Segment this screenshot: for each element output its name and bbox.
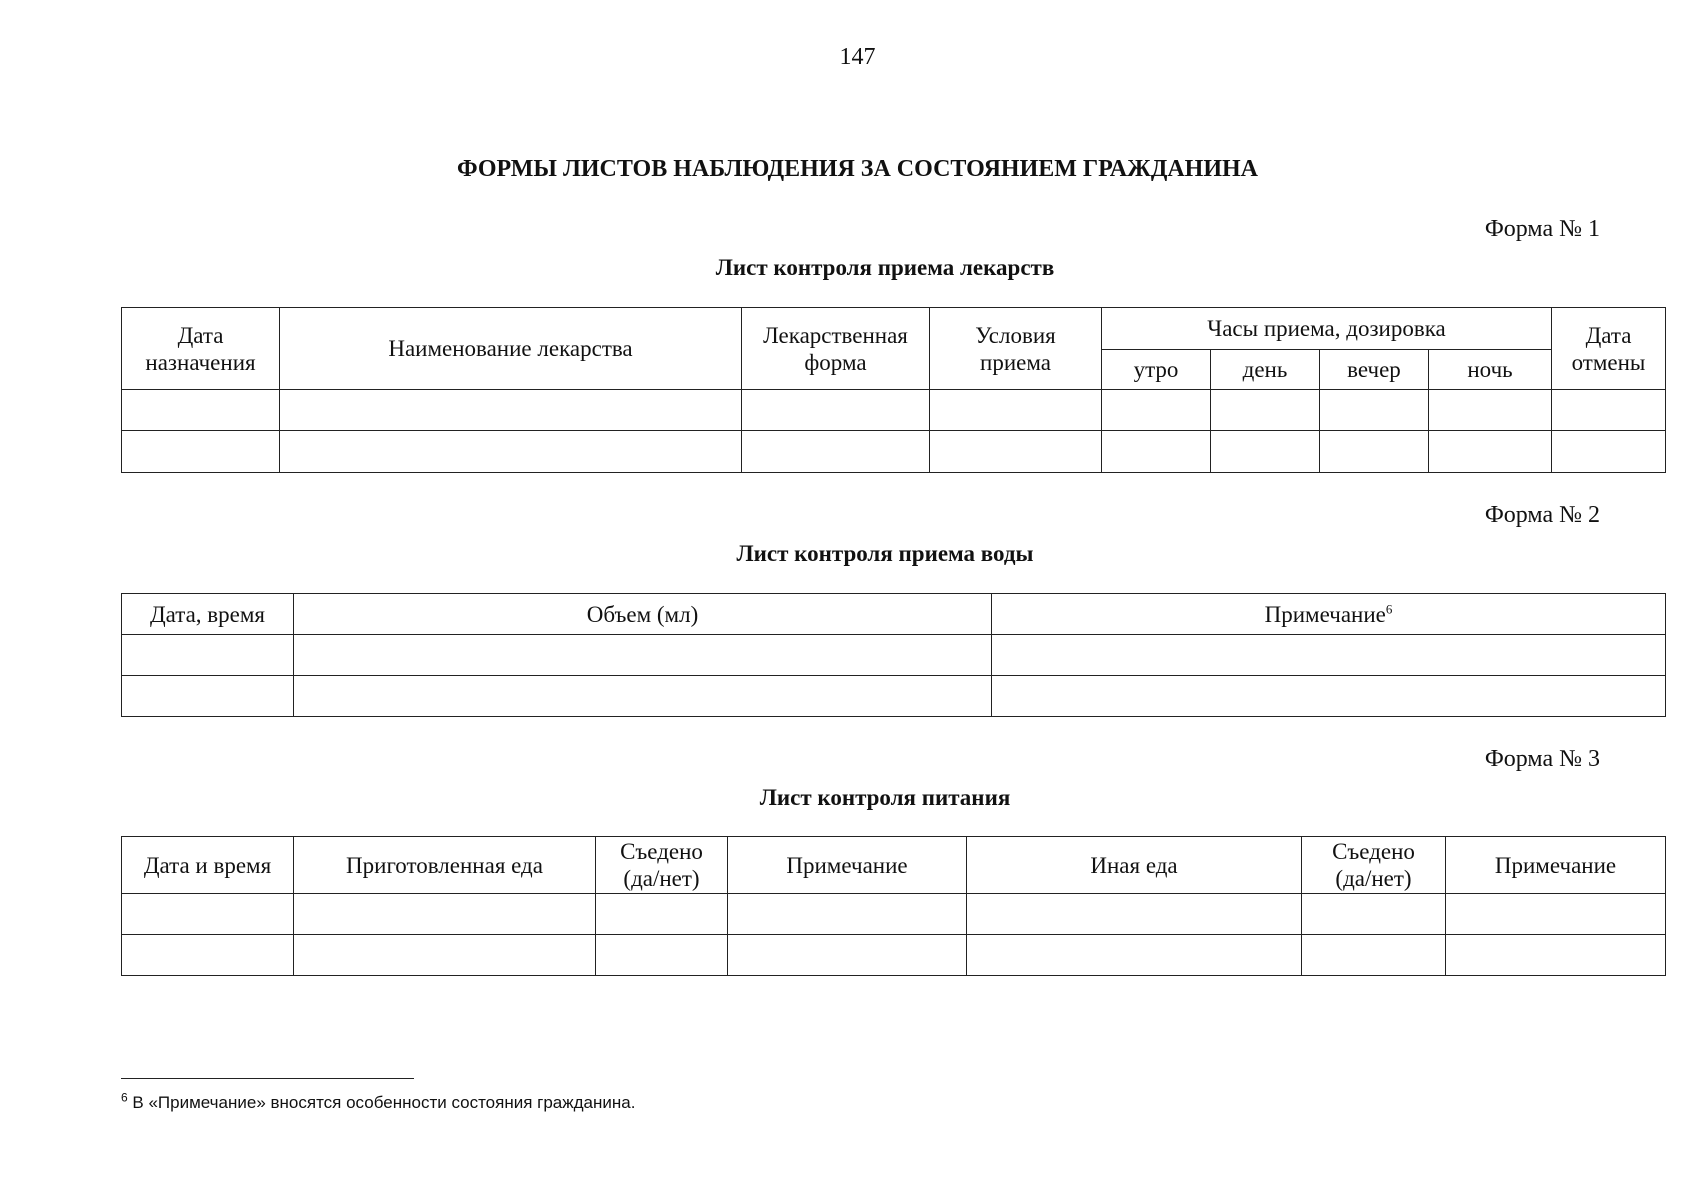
- table-row: [122, 894, 1666, 935]
- header-date-assigned: Дата назначения: [122, 308, 280, 390]
- table-row: [122, 635, 1666, 676]
- footnote-marker: 6: [1385, 600, 1393, 616]
- header-cooked-food: Приготовленная еда: [294, 837, 596, 894]
- table-row: [122, 431, 1666, 473]
- empty-cell: [1102, 390, 1211, 431]
- empty-cell: [728, 935, 967, 976]
- form-2-label: Форма № 2: [1484, 502, 1600, 528]
- empty-cell: [1552, 390, 1666, 431]
- empty-cell: [1302, 894, 1446, 935]
- empty-cell: [967, 894, 1302, 935]
- empty-cell: [122, 676, 294, 717]
- empty-cell: [1446, 935, 1666, 976]
- empty-cell: [294, 935, 596, 976]
- empty-cell: [294, 635, 992, 676]
- table-row: [122, 935, 1666, 976]
- header-hours-dosage: Часы приема, дозировка: [1102, 308, 1552, 350]
- empty-cell: [1320, 390, 1429, 431]
- empty-cell: [1211, 390, 1320, 431]
- nutrition-table: [121, 836, 1666, 976]
- header-date-cancel: Дата отмены: [1552, 308, 1666, 390]
- empty-cell: [728, 894, 967, 935]
- header-date-time: Дата, время: [122, 594, 294, 635]
- empty-cell: [280, 431, 742, 473]
- form-1-title: Лист контроля приема лекарств: [715, 255, 1055, 280]
- empty-cell: [1429, 431, 1552, 473]
- empty-cell: [122, 635, 294, 676]
- empty-cell: [596, 935, 728, 976]
- form-1-label: Форма № 1: [1484, 216, 1600, 242]
- empty-cell: [280, 390, 742, 431]
- form-3-label: Форма № 3: [1484, 746, 1600, 772]
- table-row: [122, 390, 1666, 431]
- empty-cell: [742, 431, 930, 473]
- form-3-title: Лист контроля питания: [759, 785, 1011, 810]
- header-eaten: Съедено (да/нет): [1302, 837, 1446, 894]
- footnote-divider: [121, 1078, 414, 1079]
- header-volume: Объем (мл): [294, 594, 992, 635]
- header-night: ночь: [1429, 350, 1552, 390]
- empty-cell: [930, 431, 1102, 473]
- header-other-food: Иная еда: [967, 837, 1302, 894]
- empty-cell: [1446, 894, 1666, 935]
- header-conditions: Условия приема: [930, 308, 1102, 390]
- empty-cell: [1552, 431, 1666, 473]
- header-drug-form: Лекарственная форма: [742, 308, 930, 390]
- empty-cell: [930, 390, 1102, 431]
- empty-cell: [1302, 935, 1446, 976]
- header-morning: утро: [1102, 350, 1211, 390]
- footnote-number: 6: [121, 1090, 128, 1105]
- header-drug-name: Наименование лекарства: [280, 308, 742, 390]
- empty-cell: [122, 935, 294, 976]
- empty-cell: [122, 894, 294, 935]
- empty-cell: [1211, 431, 1320, 473]
- form-2-title: Лист контроля приема воды: [736, 541, 1034, 566]
- medication-table: [121, 307, 1666, 473]
- empty-cell: [992, 635, 1666, 676]
- empty-cell: [992, 676, 1666, 717]
- header-eaten: Съедено (да/нет): [596, 837, 728, 894]
- empty-cell: [596, 894, 728, 935]
- header-note: Примечание: [1446, 837, 1666, 894]
- page-number: 147: [839, 44, 876, 70]
- empty-cell: [1429, 390, 1552, 431]
- empty-cell: [294, 894, 596, 935]
- header-day: день: [1211, 350, 1320, 390]
- footnote: [121, 1090, 636, 1113]
- water-table: [121, 593, 1666, 717]
- empty-cell: [1102, 431, 1211, 473]
- header-note: Примечание: [728, 837, 967, 894]
- empty-cell: [122, 390, 280, 431]
- empty-cell: [742, 390, 930, 431]
- empty-cell: [1320, 431, 1429, 473]
- footnote-text: В «Примечание» вносятся особенности состояния гражданина.: [127, 1093, 636, 1112]
- header-evening: вечер: [1320, 350, 1429, 390]
- empty-cell: [967, 935, 1302, 976]
- page-title: ФОРМЫ ЛИСТОВ НАБЛЮДЕНИЯ ЗА СОСТОЯНИЕМ ГРАЖДАНИНА: [456, 156, 1259, 182]
- table-row: [122, 676, 1666, 717]
- empty-cell: [294, 676, 992, 717]
- empty-cell: [122, 431, 280, 473]
- header-note: Примечание$^6$: [992, 594, 1666, 635]
- header-date-time: Дата и время: [122, 837, 294, 894]
